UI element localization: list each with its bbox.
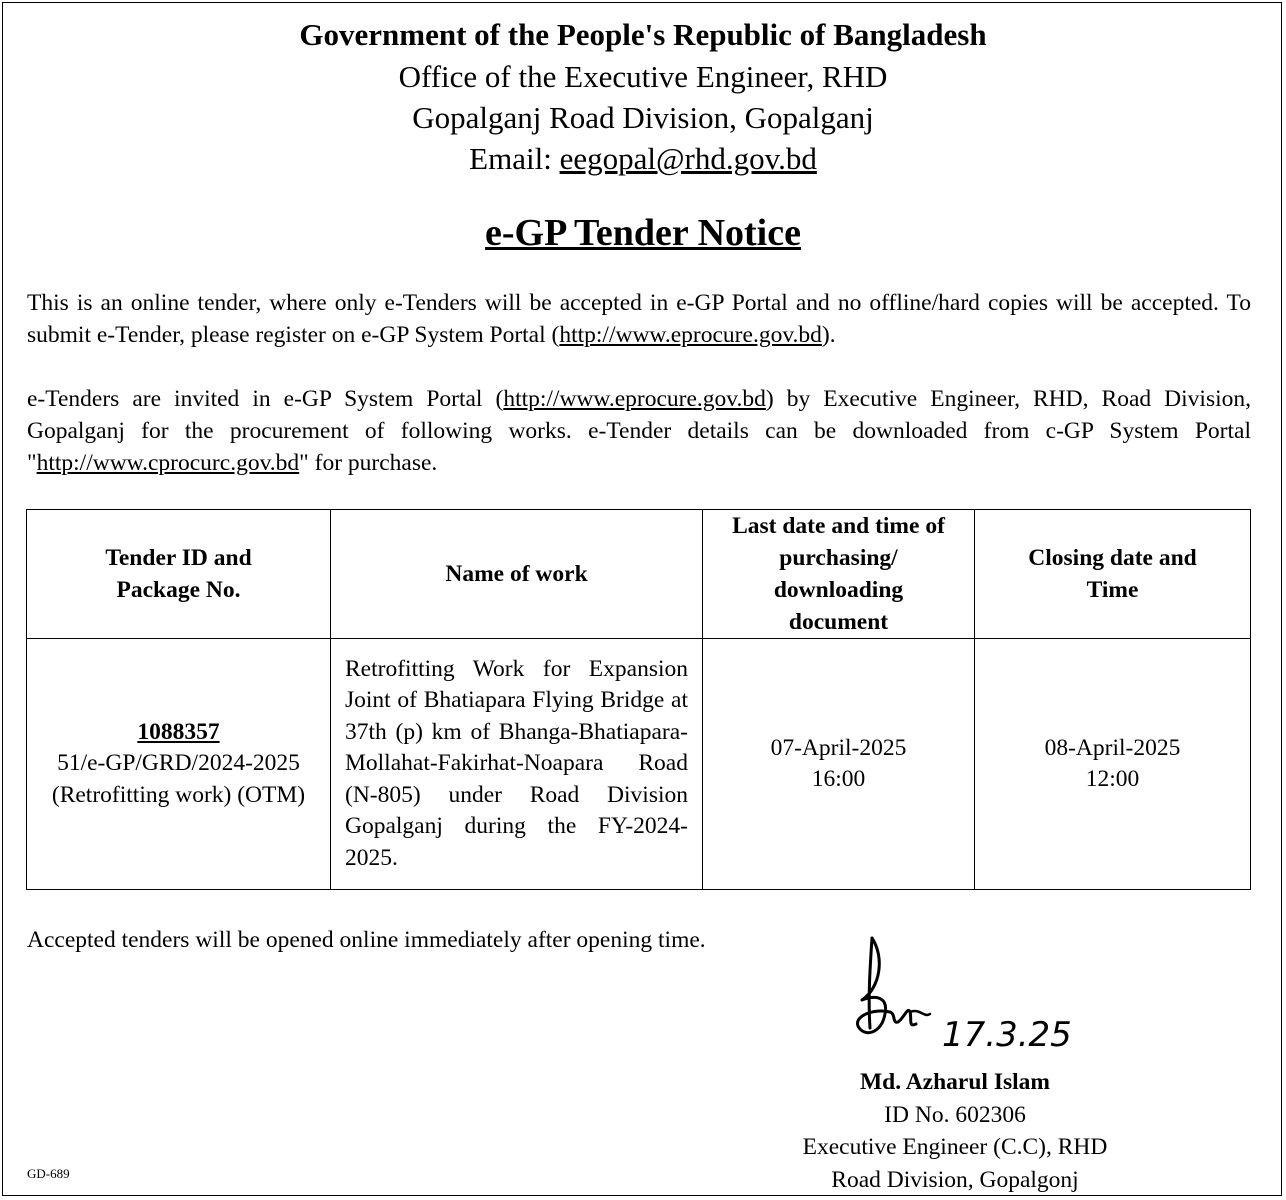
division-name: Gopalganj Road Division, Gopalganj [412, 100, 874, 135]
notice-title: e-GP Tender Notice [485, 212, 801, 254]
package-no: 51/e-GP/GRD/2024-2025 (Retrofitting work) (OTM) [51, 750, 306, 808]
invitation-text-1: e-Tenders are invited in e-GP System Portal ( [27, 386, 504, 412]
tender-table [26, 509, 1251, 890]
signature-stroke [857, 938, 916, 1033]
intro-paragraph [27, 287, 1251, 351]
signature-image [850, 928, 1080, 1068]
cell-tender-id [27, 639, 331, 890]
tender-id: 1088357 [137, 718, 220, 745]
email-label: Email: [469, 141, 552, 176]
eprocure-link-2[interactable]: http://www.eprocure.gov.bd [503, 386, 766, 412]
invitation-text-2: ) by Executive Engineer, RHD, Road Division, Gopalganj for the procurement of following works. e-Tender details can be downloaded from c-GP System Portal " [27, 386, 1252, 476]
cell-closing [975, 639, 1251, 890]
letterhead [0, 14, 1286, 179]
intro-text-end: ). [821, 322, 836, 348]
cell-last-date [703, 639, 975, 890]
header-closing [975, 510, 1251, 639]
office-name: Office of the Executive Engineer, RHD [398, 59, 888, 94]
signer-block [690, 1066, 1220, 1196]
cprocurc-link[interactable]: http://www.cprocurc.gov.bd [36, 450, 300, 476]
invitation-paragraph [27, 383, 1251, 479]
government-name: Government of the People's Republic of Bangladesh [299, 17, 987, 52]
header-tender-id [27, 510, 331, 639]
signer-title: Executive Engineer (C.C), RHD [802, 1134, 1108, 1160]
signature-date: 17.3.25 [942, 1015, 1072, 1055]
header-last-date-text: Last date and time of purchasing/ downloading document [732, 513, 945, 635]
gd-code: GD-689 [27, 1166, 70, 1181]
signer-office: Road Division, Gopalgonj [831, 1166, 1079, 1193]
header-closing-text: Closing date and Time [1028, 545, 1197, 603]
signer-id: ID No. 602306 [884, 1101, 1026, 1128]
header-last-date [703, 510, 975, 639]
table-header-row [27, 510, 1251, 639]
last-time: 16:00 [811, 766, 866, 792]
email-line [0, 138, 1286, 179]
cell-work: Retrofitting Work for Expansion Joint of Bhatiapara Flying Bridge at 37th (p) km of Bhanga-Bhatiapara-Mollahat-Fakirhat-Noapara Road (N-805) under Road Division Gopalganj during the FY-2024-2025. [331, 639, 703, 890]
footer-note: Accepted tenders will be opened online immediately after opening time. [27, 927, 706, 953]
table-row [27, 639, 1251, 890]
last-date: 07-April-2025 [770, 734, 907, 761]
header-tender-id-text: Tender ID and Package No. [105, 545, 252, 603]
email-link[interactable]: eegopal@rhd.gov.bd [559, 141, 817, 176]
eprocure-link[interactable]: http://www.eprocure.gov.bd [559, 322, 822, 348]
signature-tail [910, 1011, 930, 1015]
closing-time: 12:00 [1085, 766, 1140, 792]
closing-date: 08-April-2025 [1044, 734, 1181, 761]
header-work: Name of work [331, 510, 703, 639]
signer-name: Md. Azharul Islam [860, 1069, 1050, 1095]
invitation-text-3: " for purchase. [299, 450, 438, 476]
intro-text: This is an online tender, where only e-Tenders will be accepted in e-GP Portal and no offline/hard copies will be accepted. To submit e-Tender, please register on e-GP System Portal ( [27, 290, 1251, 348]
